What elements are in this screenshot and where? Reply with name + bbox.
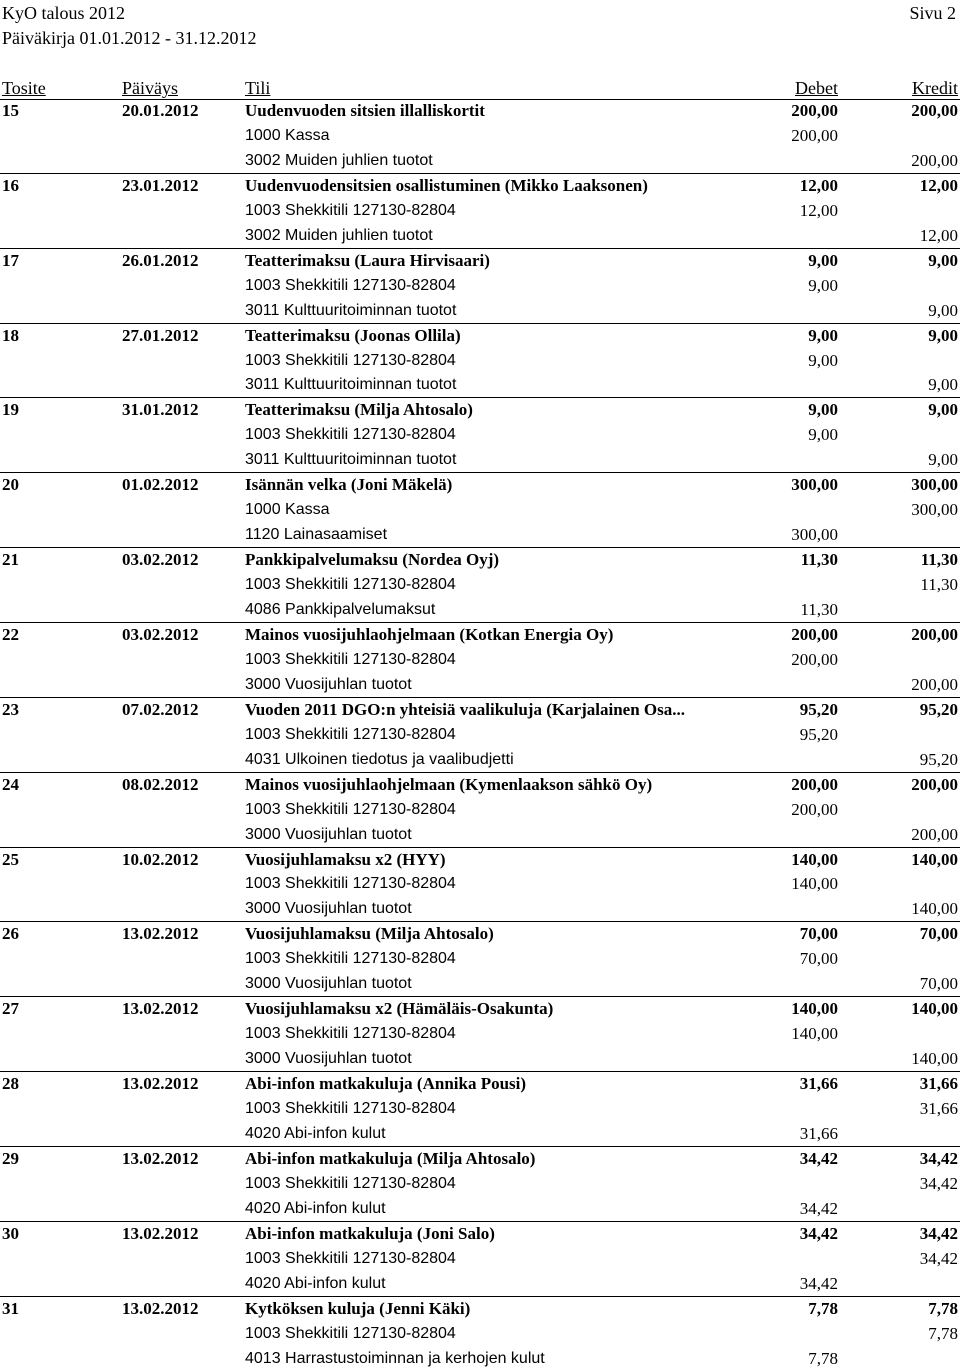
entry-number: 26	[2, 924, 19, 944]
journal-entry-row	[0, 547, 960, 572]
entry-number: 29	[2, 1148, 19, 1168]
account-name: 3011 Kulttuuritoiminnan tuotot	[245, 376, 457, 394]
entry-number: 25	[2, 849, 19, 869]
entry-date: 13.02.2012	[122, 1074, 199, 1093]
account-name: 3000 Vuosijuhlan tuotot	[245, 900, 412, 918]
account-name: 1003 Shekkitili 127130-82804	[245, 875, 456, 893]
account-name: 3002 Muiden juhlien tuotot	[245, 151, 433, 169]
account-line-row	[0, 1196, 960, 1221]
account-debet: 95,20	[799, 724, 838, 744]
account-name: 3002 Muiden juhlien tuotot	[245, 226, 433, 244]
entry-description: Teatterimaksu (Milja Ahtosalo)	[245, 400, 473, 420]
account-kredit: 200,00	[911, 824, 958, 844]
account-name: 4031 Ulkoinen tiedotus ja vaalibudjetti	[245, 750, 514, 768]
account-kredit: 140,00	[911, 1049, 958, 1069]
account-name: 1000 Kassa	[245, 501, 330, 519]
account-name: 3000 Vuosijuhlan tuotot	[245, 975, 412, 993]
column-header-tili: Tili	[245, 78, 271, 98]
entry-description: Teatterimaksu (Joonas Ollila)	[245, 325, 461, 345]
entry-description: Mainos vuosijuhlaohjelmaan (Kotkan Energia Oy)	[245, 624, 614, 644]
account-line-row	[0, 223, 960, 248]
account-debet: 140,00	[791, 874, 838, 894]
account-line-row	[0, 1246, 960, 1271]
entry-number: 20	[2, 475, 19, 495]
entry-number: 31	[2, 1298, 19, 1318]
page-number: Sivu 2	[909, 3, 956, 23]
entry-description: Kytköksen kuluja (Jenni Käki)	[245, 1298, 471, 1318]
account-name: 1003 Shekkitili 127130-82804	[245, 201, 456, 219]
entry-description: Teatterimaksu (Laura Hirvisaari)	[245, 250, 490, 270]
journal-entry-row	[0, 173, 960, 198]
account-kredit: 12,00	[919, 225, 958, 245]
entry-kredit: 70,00	[919, 924, 958, 944]
journal-entry-row	[0, 622, 960, 647]
entry-description: Vuoden 2011 DGO:n yhteisiä vaalikuluja (Karjalainen Osa...	[245, 699, 686, 719]
account-kredit: 200,00	[911, 150, 958, 170]
account-debet: 34,42	[799, 1273, 838, 1293]
account-name: 3011 Kulttuuritoiminnan tuotot	[245, 301, 457, 319]
account-line-row	[0, 1321, 960, 1346]
entry-kredit: 200,00	[911, 774, 958, 794]
entry-debet: 9,00	[808, 400, 838, 420]
entry-date: 31.01.2012	[122, 400, 199, 420]
account-line-row	[0, 1096, 960, 1121]
account-name: 3000 Vuosijuhlan tuotot	[245, 825, 412, 843]
entry-debet: 95,20	[799, 699, 838, 719]
entry-debet: 200,00	[791, 774, 838, 794]
journal-entry-row	[0, 397, 960, 422]
account-name: 1003 Shekkitili 127130-82804	[245, 1249, 456, 1267]
account-kredit: 7,78	[928, 1323, 958, 1343]
journal-entry-row	[0, 996, 960, 1021]
journal-entry-row	[0, 323, 960, 348]
account-kredit: 34,42	[919, 1173, 958, 1193]
entry-number: 21	[2, 550, 19, 570]
account-debet: 70,00	[799, 949, 838, 969]
entry-date: 13.02.2012	[122, 924, 199, 944]
account-line-row	[0, 822, 960, 847]
entry-debet: 31,66	[799, 1074, 838, 1093]
account-line-row	[0, 422, 960, 447]
account-line-row	[0, 372, 960, 397]
entry-kredit: 9,00	[928, 325, 958, 345]
entry-debet: 9,00	[808, 325, 838, 345]
journal-entry-row	[0, 472, 960, 497]
account-line-row	[0, 148, 960, 173]
account-kredit: 9,00	[928, 300, 958, 320]
account-line-row	[0, 722, 960, 747]
entry-number: 27	[2, 999, 19, 1019]
entry-kredit: 11,30	[920, 550, 958, 570]
entry-kredit: 95,20	[919, 699, 958, 719]
column-header-row	[0, 77, 960, 100]
entry-description: Uudenvuoden sitsien illalliskortit	[245, 101, 485, 120]
entry-date: 03.02.2012	[122, 550, 199, 570]
account-debet: 300,00	[791, 525, 838, 545]
entry-number: 22	[2, 624, 19, 644]
account-line-row	[0, 298, 960, 323]
account-line-row	[0, 522, 960, 547]
account-debet: 7,78	[808, 1348, 838, 1368]
entry-description: Vuosijuhlamaksu x2 (HYY)	[245, 849, 446, 869]
entry-debet: 300,00	[791, 475, 838, 495]
entry-debet: 140,00	[791, 849, 838, 869]
entry-date: 23.01.2012	[122, 175, 199, 195]
account-line-row	[0, 123, 960, 148]
account-name: 1003 Shekkitili 127130-82804	[245, 1324, 456, 1342]
account-name: 1003 Shekkitili 127130-82804	[245, 576, 456, 593]
entry-description: Uudenvuodensitsien osallistuminen (Mikko Laaksonen)	[245, 175, 648, 195]
account-kredit: 34,42	[919, 1248, 958, 1268]
entry-description: Vuosijuhlamaksu (Milja Ahtosalo)	[245, 924, 494, 944]
account-debet: 9,00	[808, 425, 838, 445]
entry-kredit: 140,00	[911, 999, 958, 1019]
account-name: 4020 Abi-infon kulut	[245, 1274, 386, 1292]
journal-entry-row	[0, 697, 960, 722]
entry-description: Abi-infon matkakuluja (Milja Ahtosalo)	[245, 1148, 536, 1168]
entry-date: 20.01.2012	[122, 101, 199, 120]
account-debet: 140,00	[791, 1024, 838, 1044]
account-name: 1003 Shekkitili 127130-82804	[245, 1025, 456, 1043]
account-line-row	[0, 672, 960, 697]
entry-description: Pankkipalvelumaksu (Nordea Oyj)	[245, 550, 500, 570]
account-debet: 9,00	[808, 350, 838, 370]
column-header-kredit: Kredit	[912, 78, 958, 98]
entry-kredit: 300,00	[911, 475, 958, 495]
entry-description: Isännän velka (Joni Mäkelä)	[245, 475, 453, 495]
account-kredit: 9,00	[928, 450, 958, 470]
entry-debet: 7,78	[808, 1298, 838, 1318]
journal-entry-row	[0, 1221, 960, 1246]
account-name: 1003 Shekkitili 127130-82804	[245, 1100, 456, 1117]
report-title: KyO talous 2012	[2, 3, 125, 23]
account-kredit: 140,00	[911, 899, 958, 919]
account-debet: 9,00	[808, 275, 838, 295]
entry-kredit: 7,78	[928, 1298, 958, 1318]
account-name: 1003 Shekkitili 127130-82804	[245, 800, 456, 818]
entry-debet: 140,00	[791, 999, 838, 1019]
account-line-row	[0, 1171, 960, 1196]
journal-entry-row	[0, 772, 960, 797]
entry-description: Mainos vuosijuhlaohjelmaan (Kymenlaakson sähkö Oy)	[245, 774, 653, 794]
account-name: 4086 Pankkipalvelumaksut	[245, 601, 436, 618]
account-name: 3000 Vuosijuhlan tuotot	[245, 1050, 412, 1068]
account-kredit: 200,00	[911, 674, 958, 694]
journal-entry-row	[0, 1146, 960, 1171]
entry-kredit: 200,00	[911, 101, 958, 120]
journal-entry-row	[0, 248, 960, 273]
entry-number: 23	[2, 699, 19, 719]
account-line-row	[0, 747, 960, 772]
account-line-row	[0, 497, 960, 522]
entry-number: 19	[2, 400, 19, 420]
entry-date: 01.02.2012	[122, 475, 199, 495]
account-debet: 11,30	[800, 600, 838, 619]
account-debet: 31,66	[799, 1123, 838, 1143]
account-line-row	[0, 597, 960, 622]
account-line-row	[0, 946, 960, 971]
entry-number: 16	[2, 175, 19, 195]
entry-number: 15	[2, 101, 19, 120]
account-line-row	[0, 647, 960, 672]
report-period: Päiväkirja 01.01.2012 - 31.12.2012	[2, 28, 257, 48]
entry-date: 13.02.2012	[122, 1223, 199, 1243]
journal-entry-row	[0, 1071, 960, 1096]
entry-date: 26.01.2012	[122, 250, 199, 270]
journal-entry-row	[0, 847, 960, 872]
account-line-row	[0, 572, 960, 597]
account-name: 4013 Harrastustoiminnan ja kerhojen kulut	[245, 1349, 545, 1367]
journal-entry-row	[0, 98, 960, 123]
account-line-row	[0, 896, 960, 921]
column-header-debet: Debet	[795, 78, 838, 98]
account-kredit: 9,00	[928, 375, 958, 395]
entry-debet: 70,00	[799, 924, 838, 944]
entry-debet: 11,30	[800, 550, 838, 570]
account-kredit: 300,00	[911, 500, 958, 520]
entry-kredit: 12,00	[919, 175, 958, 195]
entry-number: 17	[2, 250, 19, 270]
account-kredit: 95,20	[919, 749, 958, 769]
entry-date: 13.02.2012	[122, 999, 199, 1019]
account-line-row	[0, 971, 960, 996]
account-debet: 200,00	[791, 799, 838, 819]
entry-description: Abi-infon matkakuluja (Joni Salo)	[245, 1223, 495, 1243]
entry-kredit: 34,42	[919, 1148, 958, 1168]
entry-kredit: 9,00	[928, 400, 958, 420]
account-name: 1003 Shekkitili 127130-82804	[245, 426, 456, 444]
account-debet: 12,00	[799, 200, 838, 220]
account-line-row	[0, 871, 960, 896]
entry-number: 18	[2, 325, 19, 345]
account-line-row	[0, 1346, 960, 1371]
account-kredit: 70,00	[919, 974, 958, 994]
account-kredit: 31,66	[919, 1099, 958, 1118]
column-header-tosite: Tosite	[2, 78, 46, 98]
entry-date: 13.02.2012	[122, 1298, 199, 1318]
entry-debet: 34,42	[799, 1223, 838, 1243]
account-line-row	[0, 198, 960, 223]
entry-date: 27.01.2012	[122, 325, 199, 345]
account-line-row	[0, 797, 960, 822]
account-line-row	[0, 273, 960, 298]
entry-kredit: 140,00	[911, 849, 958, 869]
account-name: 1003 Shekkitili 127130-82804	[245, 351, 456, 369]
entry-description: Abi-infon matkakuluja (Annika Pousi)	[245, 1074, 527, 1093]
entry-debet: 34,42	[799, 1148, 838, 1168]
entry-date: 13.02.2012	[122, 1148, 199, 1168]
entry-date: 08.02.2012	[122, 774, 199, 794]
entry-kredit: 200,00	[911, 624, 958, 644]
account-name: 1003 Shekkitili 127130-82804	[245, 1174, 456, 1192]
account-name: 4020 Abi-infon kulut	[245, 1199, 386, 1217]
account-debet: 200,00	[791, 649, 838, 669]
account-name: 1000 Kassa	[245, 127, 330, 144]
account-line-row	[0, 447, 960, 472]
entry-date: 03.02.2012	[122, 624, 199, 644]
account-debet: 200,00	[791, 126, 838, 145]
column-header-paivays: Päiväys	[122, 78, 178, 98]
entry-number: 28	[2, 1074, 19, 1093]
account-name: 1003 Shekkitili 127130-82804	[245, 725, 456, 743]
account-line-row	[0, 1271, 960, 1296]
journal-entry-row	[0, 921, 960, 946]
entry-date: 07.02.2012	[122, 699, 199, 719]
account-name: 4020 Abi-infon kulut	[245, 1124, 386, 1142]
account-name: 1120 Lainasaamiset	[245, 526, 388, 544]
account-name: 1003 Shekkitili 127130-82804	[245, 650, 456, 668]
account-name: 1003 Shekkitili 127130-82804	[245, 276, 456, 294]
account-debet: 34,42	[799, 1198, 838, 1218]
entry-number: 30	[2, 1223, 19, 1243]
entry-kredit: 34,42	[919, 1223, 958, 1243]
entry-debet: 12,00	[799, 175, 838, 195]
account-name: 3000 Vuosijuhlan tuotot	[245, 675, 412, 693]
account-line-row	[0, 1046, 960, 1071]
entry-kredit: 31,66	[919, 1074, 958, 1093]
journal-entry-row	[0, 1296, 960, 1321]
entry-debet: 200,00	[791, 624, 838, 644]
entry-date: 10.02.2012	[122, 849, 199, 869]
account-kredit: 11,30	[920, 575, 958, 594]
account-line-row	[0, 1021, 960, 1046]
entry-kredit: 9,00	[928, 250, 958, 270]
account-line-row	[0, 1121, 960, 1146]
entry-debet: 9,00	[808, 250, 838, 270]
account-line-row	[0, 348, 960, 373]
entry-debet: 200,00	[791, 101, 838, 120]
entry-description: Vuosijuhlamaksu x2 (Hämäläis-Osakunta)	[245, 999, 554, 1019]
account-name: 3011 Kulttuuritoiminnan tuotot	[245, 451, 457, 469]
account-name: 1003 Shekkitili 127130-82804	[245, 950, 456, 968]
entry-number: 24	[2, 774, 19, 794]
